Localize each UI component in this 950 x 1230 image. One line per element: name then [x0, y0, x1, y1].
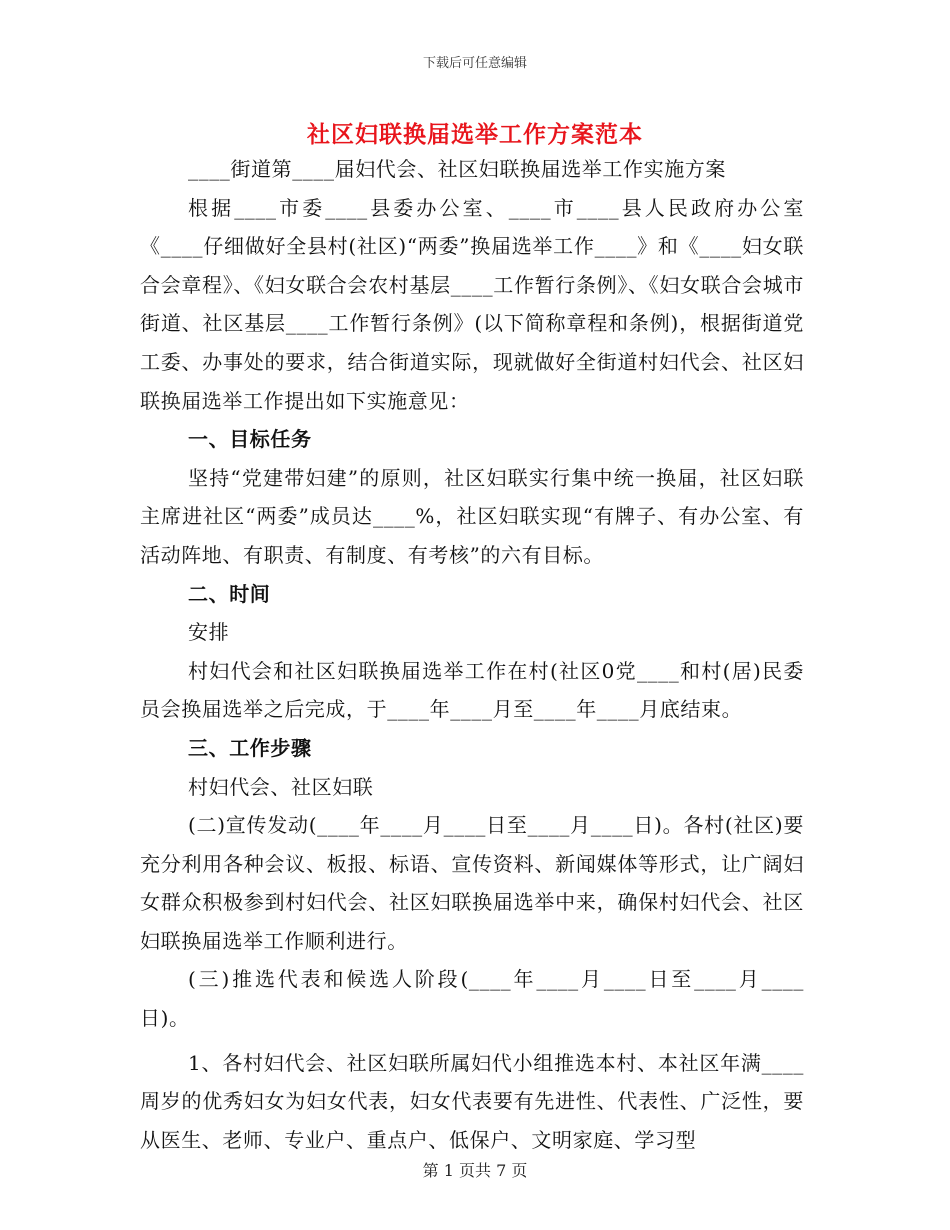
paragraph-goals: 坚持“党建带妇建”的原则，社区妇联实行集中统一换届，社区妇联主席进社区“两委”成员达____%，社区妇联实现“有牌子、有办公室、有活动阵地、有职责、有制度、有考核”的六有目标。 — [140, 465, 804, 567]
page-header: 下载后可任意编辑 — [422, 56, 527, 71]
paragraph-steps-intro: 村妇代会、社区妇联 — [188, 774, 374, 799]
paragraph-subtitle: ____街道第____届妇代会、社区妇联换届选举工作实施方案 — [188, 157, 726, 181]
section-heading-goals: 一、目标任务 — [188, 427, 312, 452]
paragraph-intro: 根据____市委____县委办公室、____市____县人民政府办公室《____仔细做好全县村(社区)“两委”换届选举工作____》和《____妇女联合会章程》、《妇女联合会农村基层____工作暂行条例》、《妇女联合会城市街道、社区基层____工作暂行条例》(以下简称章程和条例)，根据街道党工委、办事处的要求，结合街道实际，现就做好全街道村妇代会、社区妇联换届选举工作提出如下实施意见： — [140, 195, 804, 413]
document-title: 社区妇联换届选举工作方案范本 — [307, 121, 643, 148]
paragraph-arrangement: 安排 — [188, 620, 230, 645]
document-body — [140, 150, 804, 1159]
paragraph-nomination: (三)推选代表和候选人阶段(____年____月____日至____月____日)。 — [140, 967, 804, 1031]
paragraph-publicity: (二)宣传发动(____年____月____日至____月____日)。各村(社区)要充分利用各种会议、板报、标语、宣传资料、新闻媒体等形式，让广阔妇女群众积极参到村妇代会、社区妇联换届选举中来，确保村妇代会、社区妇联换届选举工作顺利进行。 — [140, 813, 804, 953]
section-heading-time: 二、时间 — [188, 581, 271, 606]
section-heading-steps: 三、工作步骤 — [188, 735, 312, 760]
paragraph-time: 村妇代会和社区妇联换届选举工作在村(社区0党____和村(居)民委员会换届选举之后完成，于____年____月至____年____月底结束。 — [140, 658, 804, 722]
paragraph-item-1: 1、各村妇代会、社区妇联所属妇代小组推选本村、本社区年满____周岁的优秀妇女为妇女代表，妇女代表要有先进性、代表性、广泛性，要从医生、老师、专业户、重点户、低保户、文明家庭、学习型 — [140, 1050, 804, 1152]
page-footer: 第 1 页共 7 页 — [422, 1161, 528, 1180]
